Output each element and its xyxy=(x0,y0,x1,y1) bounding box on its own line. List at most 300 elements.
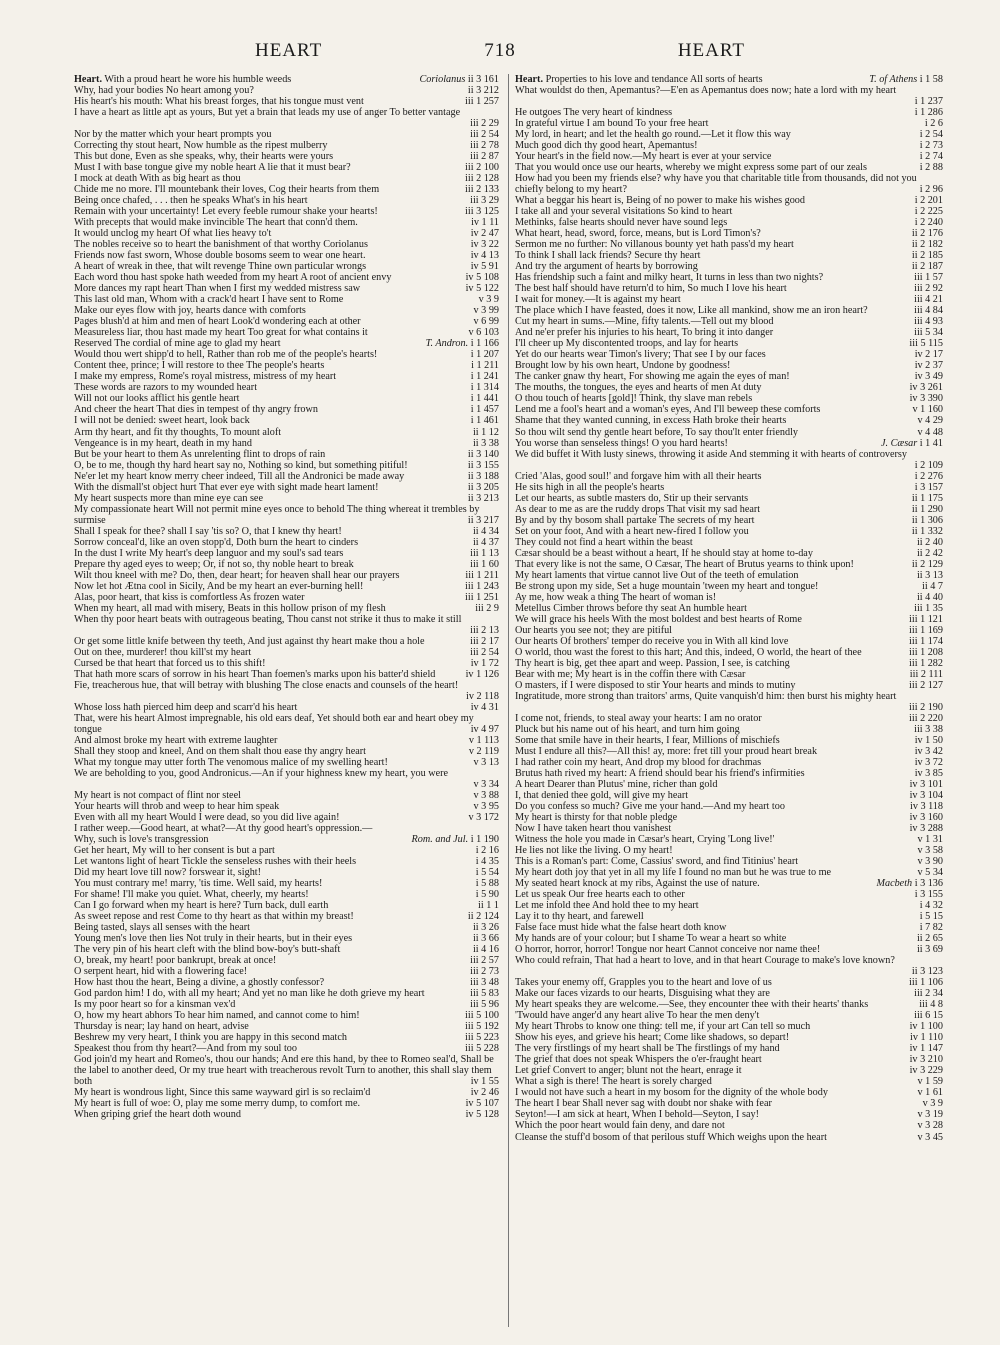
act-scene-line: i 1 41 xyxy=(919,437,943,449)
concordance-entry xyxy=(515,261,943,272)
reference xyxy=(906,338,943,349)
concordance-entry xyxy=(515,305,943,316)
quotation: The mouths, the tongues, the eyes and hearts of men At duty xyxy=(515,382,762,394)
quotation-text xyxy=(74,889,499,900)
quotation-text xyxy=(515,261,943,272)
quotation-text xyxy=(515,636,943,647)
reference xyxy=(911,272,943,283)
reference xyxy=(423,338,499,349)
act-scene-line: iii 3 38 xyxy=(914,723,943,735)
concordance-entry xyxy=(515,856,943,867)
quotation-text xyxy=(74,988,499,999)
concordance-entry xyxy=(74,427,499,438)
act-scene-line: iii 2 73 xyxy=(470,966,499,978)
quotation-text xyxy=(515,294,943,305)
act-scene-line: iii 2 133 xyxy=(465,184,499,196)
act-scene-line: iii 1 211 xyxy=(465,569,499,581)
reference xyxy=(911,316,943,327)
quotation-text xyxy=(515,349,943,360)
quotation: O world, thou wast the forest to this hart; And this, indeed, O world, the heart of thee xyxy=(515,646,862,658)
quotation-text xyxy=(515,713,943,724)
reference xyxy=(909,239,943,250)
quotation: Much good dich thy good heart, Apemantus! xyxy=(515,140,698,152)
quotation: O, be to me, though thy hard heart say no, Nothing so kind, but something pitiful! xyxy=(74,459,408,471)
quotation: Each word thou hast spoke hath weeded from my heart A root of ancient envy xyxy=(74,272,392,284)
quotation: What a sigh is there! The heart is sorely charged xyxy=(515,1076,712,1088)
reference xyxy=(909,559,943,570)
act-scene-line: v 6 99 xyxy=(473,316,499,328)
act-scene-line: ii 3 140 xyxy=(467,448,499,460)
act-scene-line: v 3 45 xyxy=(917,1131,943,1143)
act-scene-line: i 1 441 xyxy=(470,393,499,405)
reference xyxy=(468,404,499,415)
concordance-entry xyxy=(515,823,943,834)
act-scene-line: ii 2 176 xyxy=(911,228,943,240)
reference xyxy=(912,371,943,382)
concordance-entry xyxy=(74,1087,499,1098)
quotation: Cæsar should be a beast without a heart, If he should stay at home to-day xyxy=(515,547,813,559)
quotation-text xyxy=(74,305,499,316)
quotation-text xyxy=(515,1021,943,1032)
quotation: These words are razors to my wounded heart xyxy=(74,382,258,394)
quotation: But be your heart to them As unrelenting flint to drops of rain xyxy=(74,448,326,460)
quotation: In the dust I write My heart's deep languor and my soul's sad tears xyxy=(74,547,344,559)
reference xyxy=(917,140,943,151)
quotation-text xyxy=(74,151,499,162)
act-scene-line: iii 6 15 xyxy=(914,1010,943,1022)
act-scene-line: ii 3 13 xyxy=(916,569,943,581)
concordance-entry xyxy=(515,911,943,922)
reference xyxy=(912,735,943,746)
quotation-text xyxy=(515,173,943,195)
reference xyxy=(467,977,499,988)
act-scene-line: iii 2 220 xyxy=(909,712,943,724)
reference xyxy=(915,1132,943,1143)
act-scene-line: ii 3 69 xyxy=(916,944,943,956)
act-scene-line: i 3 136 xyxy=(914,878,943,890)
reference xyxy=(909,228,943,239)
quotation: With a proud heart he wore his humble weeds xyxy=(104,74,292,85)
quotation: Thursday is near; lay hand on heart, advise xyxy=(74,1021,249,1033)
concordance-entry xyxy=(74,702,499,713)
concordance-entry xyxy=(515,316,943,327)
act-scene-line: iv 3 85 xyxy=(914,767,943,779)
quotation-text xyxy=(515,922,943,933)
act-scene-line: iii 1 169 xyxy=(909,624,943,636)
reference xyxy=(465,460,499,471)
act-scene-line: iv 2 17 xyxy=(914,349,943,361)
reference xyxy=(917,129,943,140)
reference xyxy=(468,1076,499,1087)
concordance-entry xyxy=(515,933,943,944)
concordance-entry xyxy=(74,1109,499,1120)
act-scene-line: ii 3 38 xyxy=(472,437,499,449)
quotation-text xyxy=(74,669,499,680)
reference xyxy=(915,834,943,845)
quotation: Sermon me no further: No villanous bounty yet hath pass'd my heart xyxy=(515,239,794,251)
quotation-text xyxy=(515,1120,943,1131)
concordance-entry xyxy=(74,768,499,790)
quotation-text xyxy=(74,856,499,867)
act-scene-line: iv 3 22 xyxy=(470,239,499,251)
reference xyxy=(907,393,943,404)
act-scene-line: iv 3 49 xyxy=(914,371,943,383)
concordance-entry xyxy=(515,1087,943,1098)
concordance-entry xyxy=(515,140,943,151)
act-scene-line: iii 2 29 xyxy=(470,118,499,130)
concordance-entry xyxy=(74,173,499,184)
act-scene-line: iii 2 54 xyxy=(470,129,499,141)
concordance-entry xyxy=(74,1010,499,1021)
reference xyxy=(465,449,499,460)
reference xyxy=(912,349,943,360)
quotation-text xyxy=(515,404,943,415)
concordance-entry xyxy=(74,184,499,195)
concordance-entry xyxy=(515,889,943,900)
act-scene-line: i 1 207 xyxy=(470,349,499,361)
quotation: Properties to his love and tendance All sorts of hearts xyxy=(545,74,763,85)
quotation: As dear to me as are the ruddy drops That visit my sad heart xyxy=(515,503,761,515)
quotation: Reserved The cordial of mine age to glad my heart xyxy=(74,338,281,350)
quotation-text xyxy=(74,283,499,294)
concordance-entry xyxy=(515,217,943,228)
quotation: What wouldst do then, Apemantus?—E'en as Apemantus does now; hate a lord with my heart xyxy=(515,85,897,97)
reference xyxy=(468,415,499,426)
concordance-entry xyxy=(515,349,943,360)
quotation-text xyxy=(74,900,499,911)
reference xyxy=(917,151,943,162)
reference xyxy=(416,74,499,85)
concordance-entry xyxy=(515,977,943,988)
play-title: Coriolanus xyxy=(419,74,466,85)
quotation-text xyxy=(74,217,499,228)
quotation-text xyxy=(515,955,943,977)
act-scene-line: ii 2 124 xyxy=(467,911,499,923)
quotation-text xyxy=(74,801,499,812)
quotation: A heart of wreak in thee, that wilt revenge Thine own particular wrongs xyxy=(74,261,367,273)
act-scene-line: iii 1 208 xyxy=(909,646,943,658)
quotation-text xyxy=(515,228,943,239)
act-scene-line: i 2 225 xyxy=(914,206,943,218)
act-scene-line: i 1 314 xyxy=(470,382,499,394)
concordance-entry xyxy=(515,482,943,493)
reference xyxy=(917,184,943,195)
quotation: My heart is full of woe: O, play me some merry dump, to comfort me. xyxy=(74,1098,361,1110)
quotation: I had rather coin my heart, And drop my blood for drachmas xyxy=(515,756,762,768)
reference xyxy=(462,184,499,195)
quotation-text xyxy=(74,107,499,129)
reference xyxy=(470,526,499,537)
concordance-entry xyxy=(515,471,943,482)
concordance-entry xyxy=(74,382,499,393)
act-scene-line: v 3 9 xyxy=(922,1098,943,1110)
quotation-text xyxy=(515,1098,943,1109)
act-scene-line: v 3 34 xyxy=(473,779,499,790)
quotation: That hath more scars of sorrow in his heart Than foemen's marks upon his batter'd shield xyxy=(74,668,436,680)
quotation: He sits high in all the people's hearts xyxy=(515,481,665,493)
reference xyxy=(915,1109,943,1120)
quotation: Pluck but his name out of his heart, and turn him going xyxy=(515,723,740,735)
reference xyxy=(909,526,943,537)
quotation-text xyxy=(74,1087,499,1098)
reference xyxy=(915,1120,943,1131)
quotation-text xyxy=(74,944,499,955)
quotation: My heart laments that virtue cannot live Out of the teeth of emulation xyxy=(515,569,799,581)
act-scene-line: i 1 286 xyxy=(914,107,943,119)
quotation-text xyxy=(74,680,499,702)
act-scene-line: iv 3 210 xyxy=(909,1054,943,1066)
quotation: Being tasted, slays all senses with the heart xyxy=(74,922,250,934)
act-scene-line: iii 4 21 xyxy=(914,294,943,306)
act-scene-line: iii 2 34 xyxy=(914,988,943,1000)
act-scene-line: iii 2 57 xyxy=(470,955,499,967)
reference xyxy=(467,118,499,129)
act-scene-line: ii 2 40 xyxy=(916,536,943,548)
play-title: Rom. and Jul. xyxy=(411,834,469,846)
quotation: Ne'er let my heart know merry cheer indeed, Till all the Andronici be made away xyxy=(74,470,405,482)
quotation-text xyxy=(515,217,943,228)
concordance-entry xyxy=(515,438,943,449)
reference xyxy=(911,327,943,338)
quotation-text xyxy=(74,1109,499,1120)
act-scene-line: v 3 58 xyxy=(917,845,943,857)
quotation-text xyxy=(515,614,943,625)
quotation-text xyxy=(515,393,943,404)
page-header xyxy=(40,40,960,68)
concordance-entry xyxy=(74,834,499,845)
reference xyxy=(916,999,943,1010)
concordance-entry xyxy=(515,801,943,812)
reference xyxy=(911,724,943,735)
reference xyxy=(468,250,499,261)
quotation-text xyxy=(74,537,499,548)
act-scene-line: i 2 74 xyxy=(919,151,943,163)
act-scene-line: iv 1 55 xyxy=(470,1076,499,1088)
page-number: 718 xyxy=(484,40,516,61)
quotation-text xyxy=(74,845,499,856)
act-scene-line: iii 2 92 xyxy=(914,283,943,295)
concordance-entry xyxy=(515,382,943,393)
quotation: Cut my heart in sums.—Mine, fifty talents.—Tell out my blood xyxy=(515,316,774,328)
act-scene-line: iii 3 125 xyxy=(465,206,499,218)
quotation: Must I with base tongue give my noble heart A lie that it must bear? xyxy=(74,162,351,174)
act-scene-line: i 1 461 xyxy=(470,415,499,427)
concordance-entry xyxy=(515,757,943,768)
quotation-text xyxy=(515,581,943,592)
reference xyxy=(911,603,943,614)
concordance-entry xyxy=(74,393,499,404)
reference xyxy=(467,195,499,206)
concordance-entry xyxy=(515,1120,943,1131)
reference xyxy=(906,636,943,647)
concordance-entry xyxy=(515,768,943,779)
act-scene-line: v 3 88 xyxy=(473,790,499,802)
quotation-text xyxy=(515,515,943,526)
concordance-entry xyxy=(515,724,943,735)
quotation-text xyxy=(74,460,499,471)
play-title: T. of Athens xyxy=(869,74,918,85)
quotation: Our hearts you see not; they are pitiful xyxy=(515,624,673,636)
quotation: My heart speaks they are welcome.—See, they encounter thee with their hearts' thanks xyxy=(515,999,869,1011)
quotation: This is a Roman's part: Come, Cassius' sword, and find Titinius' heart xyxy=(515,856,799,868)
concordance-entry xyxy=(74,570,499,581)
act-scene-line: ii 1 290 xyxy=(911,503,943,515)
concordance-entry xyxy=(515,206,943,217)
act-scene-line: i 2 73 xyxy=(919,140,943,152)
quotation: My heart Throbs to know one thing: tell me, if your art Can tell so much xyxy=(515,1021,811,1033)
quotation-text xyxy=(74,999,499,1010)
concordance-entry xyxy=(74,581,499,592)
concordance-entry xyxy=(74,757,499,768)
concordance-entry xyxy=(515,173,943,195)
quotation-text xyxy=(74,294,499,305)
act-scene-line: ii 2 42 xyxy=(916,547,943,559)
reference xyxy=(912,482,943,493)
act-scene-line: iv 1 72 xyxy=(470,657,499,669)
act-scene-line: ii 1 1 xyxy=(478,900,499,912)
concordance-entry xyxy=(74,1032,499,1043)
concordance-entry xyxy=(515,988,943,999)
quotation-text xyxy=(74,911,499,922)
act-scene-line: iv 4 13 xyxy=(470,250,499,262)
reference xyxy=(911,305,943,316)
quotation: We did buffet it With lusty sinews, throwing it aside And stemming it with hearts of controversy xyxy=(515,448,907,460)
quotation: Must I endure all this?—All this! ay, more: fret till your proud heart break xyxy=(515,745,818,757)
quotation: Nor by the matter which your heart prompts you xyxy=(74,129,272,141)
act-scene-line: ii 1 12 xyxy=(472,426,499,438)
quotation: I mock at death With as big heart as thou xyxy=(74,173,241,185)
quotation-text xyxy=(515,603,943,614)
concordance-entry xyxy=(74,812,499,823)
quotation: Or get some little knife between thy teeth, And just against thy heart make thou a hole xyxy=(74,635,425,647)
reference xyxy=(909,404,943,415)
quotation: Be strong upon my side, Set a huge mountain 'tween my heart and tongue! xyxy=(515,580,819,592)
act-scene-line: iv 3 42 xyxy=(914,745,943,757)
act-scene-line: iii 1 57 xyxy=(914,272,943,284)
reference xyxy=(468,349,499,360)
quotation-text xyxy=(74,206,499,217)
concordance-entry xyxy=(74,548,499,559)
reference xyxy=(465,85,499,96)
reference xyxy=(914,933,943,944)
concordance-entry xyxy=(74,955,499,966)
act-scene-line: v 1 59 xyxy=(917,1076,943,1088)
act-scene-line: ii 2 185 xyxy=(911,250,943,262)
reference xyxy=(915,856,943,867)
act-scene-line: iv 2 37 xyxy=(914,360,943,372)
concordance-entry xyxy=(74,360,499,371)
reference xyxy=(470,537,499,548)
quotation: The heart I bear Shall never sag with doubt nor shake with fear xyxy=(515,1098,772,1110)
quotation: Let me infold thee And hold thee to my heart xyxy=(515,900,699,912)
quotation-text xyxy=(74,85,499,96)
quotation: O thou touch of hearts [gold]! Think, thy slave man rebels xyxy=(515,393,753,405)
quotation-text xyxy=(515,140,943,151)
concordance-entry xyxy=(515,625,943,636)
act-scene-line: i 5 88 xyxy=(475,878,499,890)
concordance-entry xyxy=(515,272,943,283)
quotation: Cleanse the stuff'd bosom of that perilous stuff Which weighs upon the heart xyxy=(515,1131,827,1143)
act-scene-line: ii 2 182 xyxy=(911,239,943,251)
reference xyxy=(467,548,499,559)
act-scene-line: ii 3 205 xyxy=(467,481,499,493)
concordance-entry xyxy=(515,371,943,382)
quotation: Shall I speak for thee? shall I say 'tis so? O, that I knew thy heart! xyxy=(74,525,342,537)
concordance-entry xyxy=(74,129,499,140)
quotation: Friends now fast sworn, Whose double bosoms seem to wear one heart. xyxy=(74,250,366,262)
concordance-entry xyxy=(74,845,499,856)
concordance-entry xyxy=(74,493,499,504)
quotation-text xyxy=(74,504,499,526)
quotation-text xyxy=(74,1010,499,1021)
quotation: That, were his heart Almost impregnable, his old ears deaf, Yet should both ear and heart obey my tongue xyxy=(74,712,474,735)
quotation: Your heart's in the field now.—My heart is ever at your service xyxy=(515,151,772,163)
act-scene-line: iv 2 46 xyxy=(470,1087,499,1099)
quotation: Correcting thy stout heart, Now humble as the ripest mulberry xyxy=(74,140,328,152)
quotation-text xyxy=(74,327,499,338)
quotation-text xyxy=(74,162,499,173)
quotation-text xyxy=(515,658,943,669)
act-scene-line: i 1 237 xyxy=(914,96,943,108)
concordance-entry xyxy=(74,977,499,988)
concordance-entry xyxy=(515,1043,943,1054)
quotation: O masters, if I were disposed to stir Your hearts and minds to mutiny xyxy=(515,679,796,691)
quotation-text xyxy=(74,955,499,966)
reference xyxy=(909,966,943,977)
quotation-text xyxy=(74,636,499,647)
reference xyxy=(922,118,943,129)
quotation: I take all and your several visitations So kind to heart xyxy=(515,206,733,218)
quotation: My heart is thirsty for that noble pledge xyxy=(515,812,678,824)
quotation: The nobles receive so to heart the banishment of that worthy Coriolanus xyxy=(74,239,368,251)
concordance-entry xyxy=(515,581,943,592)
quotation-text xyxy=(74,658,499,669)
concordance-entry xyxy=(515,603,943,614)
quotation: Lay it to thy heart, and farewell xyxy=(515,911,644,923)
quotation: Ingratitude, more strong than traitors' arms, Quite vanquish'd him: then burst his mighty heart xyxy=(515,690,897,702)
act-scene-line: ii 4 37 xyxy=(472,536,499,548)
quotation: Can I go forward when my heart is here? Turn back, dull earth xyxy=(74,900,329,912)
reference xyxy=(468,371,499,382)
quotation-text xyxy=(515,1010,943,1021)
reference xyxy=(467,999,499,1010)
quotation-text xyxy=(74,977,499,988)
concordance-entry xyxy=(74,790,499,801)
quotation-text xyxy=(74,427,499,438)
concordance-entry xyxy=(515,900,943,911)
act-scene-line: v 3 99 xyxy=(473,305,499,317)
quotation: With precepts that would make invincible The heart that conn'd them. xyxy=(74,217,358,229)
quotation-text xyxy=(74,493,499,504)
concordance-entry xyxy=(515,790,943,801)
quotation-text xyxy=(74,316,499,327)
act-scene-line: i 2 276 xyxy=(914,470,943,482)
act-scene-line: v 3 19 xyxy=(917,1109,943,1121)
act-scene-line: i 2 240 xyxy=(914,217,943,229)
concordance-entry xyxy=(74,614,499,636)
reference xyxy=(467,988,499,999)
quotation: More dances my rapt heart Than when I first my wedded mistress saw xyxy=(74,283,361,295)
concordance-entry xyxy=(515,493,943,504)
quotation-text xyxy=(515,592,943,603)
quotation-text xyxy=(74,592,499,603)
concordance-entry xyxy=(515,658,943,669)
quotation-text xyxy=(74,581,499,592)
act-scene-line: ii 3 188 xyxy=(467,470,499,482)
quotation-text xyxy=(74,239,499,250)
reference xyxy=(468,393,499,404)
concordance-entry xyxy=(74,636,499,647)
